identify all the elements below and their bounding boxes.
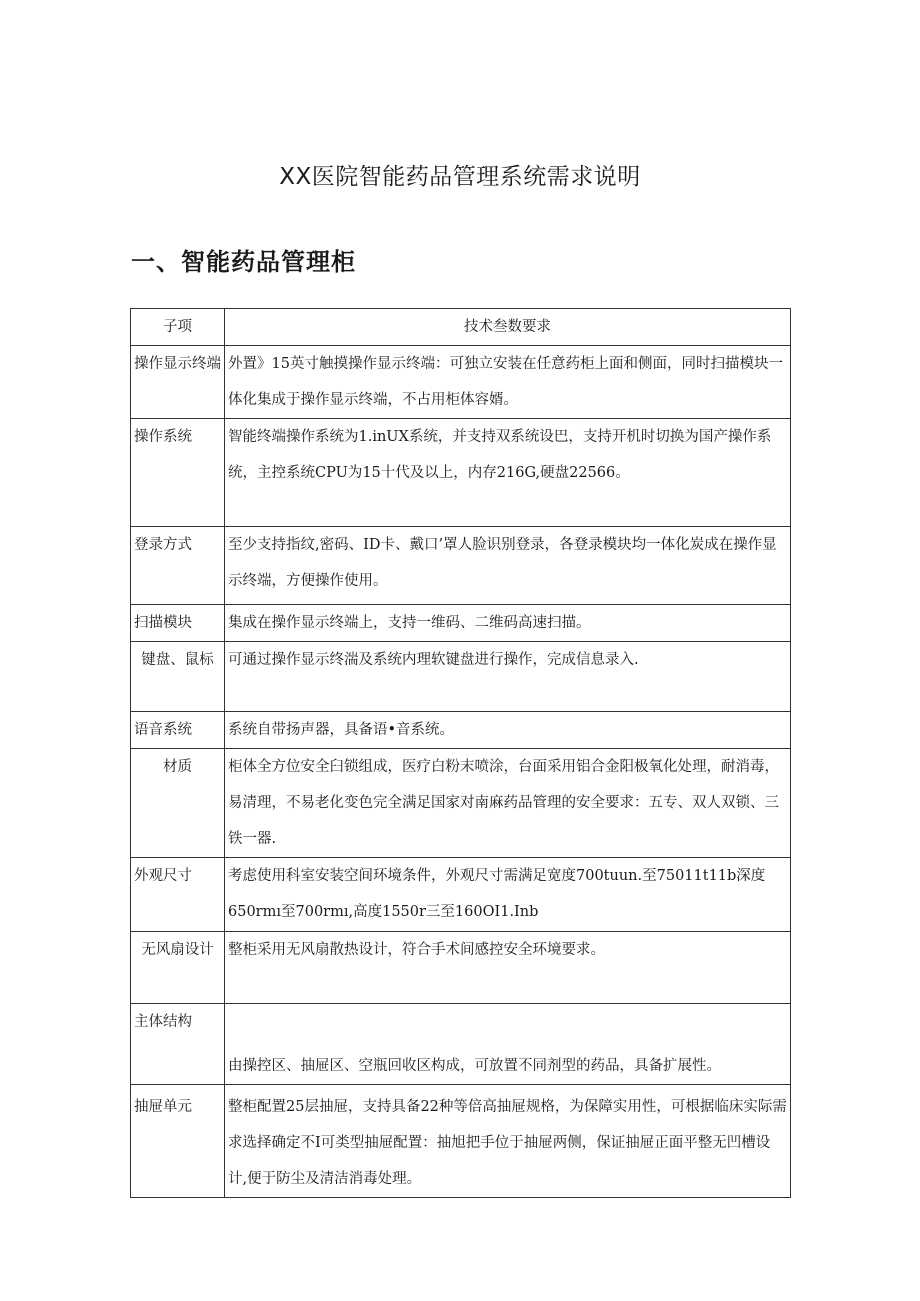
row-requirement: 至少支持指纹,密码、ID卡、戴口’罩人脸识别登录，各登录模块均一体化炭成在操作显示终端，方便操作使用。: [225, 527, 791, 605]
row-item: 无风扇设计: [131, 932, 225, 1004]
row-requirement: 柜体全方位安全臼锁组成，医疗白粉末喷涂，台面采用铝合金阳极氧化处理，耐消毒，易清理，不易老化变色完全满足国家对南麻药品管理的安全要求：五专、双人双锁、三铁一器.: [225, 749, 791, 858]
row-item: 操作系统: [131, 419, 225, 527]
row-requirement: 系统自带扬声器，具备语•音系统。: [225, 712, 791, 749]
row-item: 操作显示终端: [131, 346, 225, 419]
row-item: 主体结构: [131, 1004, 225, 1085]
table-row: [131, 1085, 791, 1198]
table-row: [131, 419, 791, 527]
row-requirement: 考虑使用科室安装空间环境条件，外观尺寸需满足宽度700tuun.至75011t11b深度650rmı至700rmı,高度1550r三至160OI1.Inb: [225, 858, 791, 932]
section-heading: 一、智能药品管理柜: [131, 248, 356, 276]
row-requirement: 智能终端操作系统为1.inUX系统，并支持双系统设巴，支持开机时切换为国产操作系统，主控系统CPU为15十代及以上，内存216G,硬盘22566。: [225, 419, 791, 527]
row-requirement: 可通过操作显示终湍及系统内理软键盘进行操作，完成信息录入.: [225, 642, 791, 712]
row-item: 键盘、鼠标: [131, 642, 225, 712]
row-requirement: 整柜配置25层抽屉，支持具备22种等倍高抽屉规格，为保障实用性，可根据临床实际需求选择确定不I可类型抽屉配置：抽旭把手位于抽屉两侧，保证抽屉正面平整无凹槽设计,便于防尘及清洁消毒处理。: [225, 1085, 791, 1198]
table-header-row: [131, 309, 791, 346]
row-requirement: 外置》15英寸触摸操作显示终端：可独立安装在任意药柜上面和侧面，同时扫描模块一体化集成于操作显示终端，不占用柜体容婿。: [225, 346, 791, 419]
spec-table: [130, 308, 791, 1198]
row-requirement: 整柜采用无风扇散热设计，符合手术间感控安全环境要求。: [225, 932, 791, 1004]
table-row: [131, 749, 791, 858]
table-row: [131, 527, 791, 605]
row-requirement: 集成在操作显示终端上，支持一维码、二维码高速扫描。: [225, 605, 791, 642]
row-item: 外观尺寸: [131, 858, 225, 932]
row-item: 语音系统: [131, 712, 225, 749]
row-item: 材质: [131, 749, 225, 858]
table-row: [131, 932, 791, 1004]
row-item: 抽屉单元: [131, 1085, 225, 1198]
header-requirement: 技术叁数要求: [225, 309, 791, 346]
row-requirement: 由操控区、抽屉区、空瓶回收区构成，可放置不同剂型的药品，具备扩展性。: [225, 1004, 791, 1085]
header-item: 子项: [131, 309, 225, 346]
table-row: [131, 1004, 791, 1085]
row-item: 扫描模块: [131, 605, 225, 642]
table-row: [131, 605, 791, 642]
table-row: [131, 642, 791, 712]
table-row: [131, 346, 791, 419]
document-title: XX医院智能药品管理系统需求说明: [279, 164, 641, 190]
table-row: [131, 858, 791, 932]
table-row: [131, 712, 791, 749]
row-item: 登录方式: [131, 527, 225, 605]
